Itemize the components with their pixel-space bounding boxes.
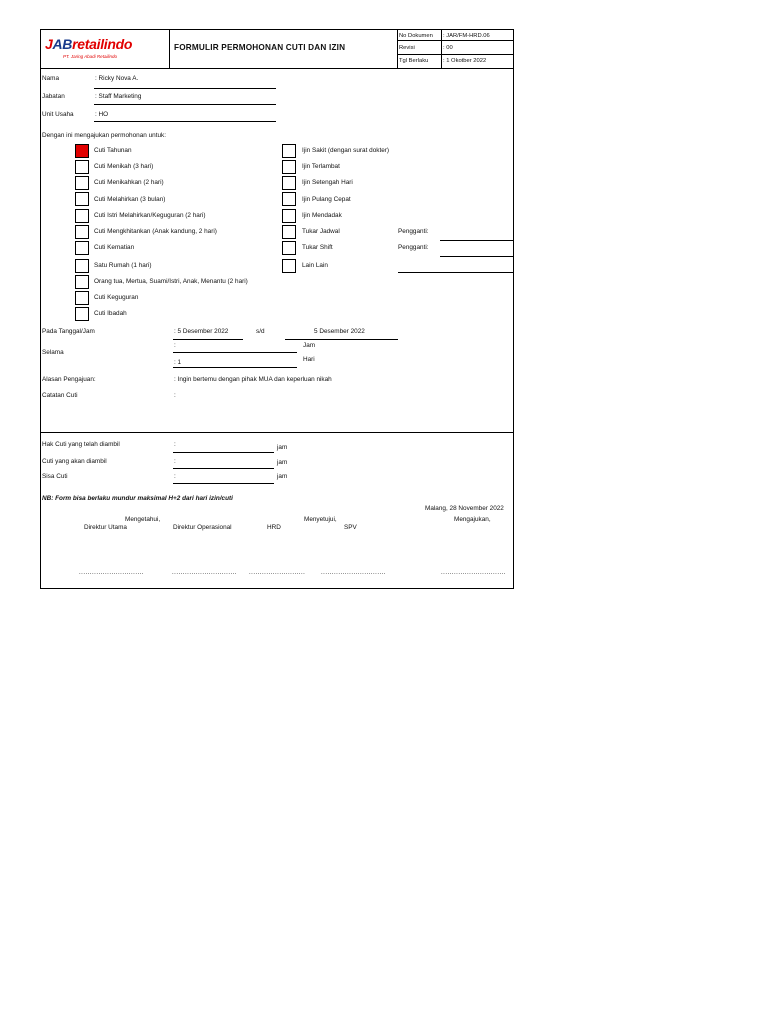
pengganti-underline[interactable] bbox=[440, 256, 514, 257]
name-underline bbox=[94, 88, 276, 89]
option-label: Cuti Kematian bbox=[94, 244, 135, 251]
name-label: Nama bbox=[42, 75, 60, 82]
position-label: Jabatan bbox=[42, 93, 65, 100]
quota-underline bbox=[173, 452, 274, 453]
duration-label: Selama bbox=[42, 349, 64, 356]
pengganti-label: Pengganti: bbox=[398, 244, 429, 251]
pengganti-label: Pengganti: bbox=[398, 228, 429, 235]
signature-line: .......................... bbox=[249, 570, 306, 576]
duration-days-underline bbox=[173, 367, 297, 368]
checkbox-cuti-keguguran[interactable] bbox=[75, 291, 89, 305]
role-direktur-operasional: Direktur Operasional bbox=[173, 524, 232, 531]
option-label: Cuti Mengkhitankan (Anak kandung, 2 hari) bbox=[94, 228, 217, 235]
option-label: Cuti Menikah (3 hari) bbox=[94, 163, 154, 170]
quota-label: Hak Cuti yang telah diambil bbox=[42, 441, 120, 448]
checkbox-ijin-mendadak[interactable] bbox=[282, 209, 296, 223]
option-label: Cuti Keguguran bbox=[94, 294, 139, 301]
form-note: NB: Form bisa berlaku mundur maksimal H+2 dari hari izin/cuti bbox=[42, 495, 233, 502]
notes-bottom-border bbox=[41, 432, 514, 433]
quota-unit: jam bbox=[277, 444, 288, 451]
checkbox-cuti-kematian[interactable] bbox=[75, 241, 89, 255]
quota-unit: jam bbox=[277, 459, 288, 466]
request-intro: Dengan ini mengajukan permohonan untuk: bbox=[42, 132, 166, 139]
option-label: Cuti Istri Melahirkan/Keguguran (2 hari) bbox=[94, 212, 206, 219]
quota-label: Cuti yang akan diambil bbox=[42, 458, 107, 465]
doc-info-col-line bbox=[441, 30, 442, 68]
submitted-label: Mengajukan, bbox=[454, 516, 491, 523]
approved-label: Menyetujui, bbox=[304, 516, 337, 523]
effective-date-value: : 1 Okotber 2022 bbox=[443, 58, 487, 64]
revision-value: : 00 bbox=[443, 45, 453, 51]
checkbox-tukar-shift[interactable] bbox=[282, 241, 296, 255]
quota-value[interactable]: : bbox=[174, 473, 176, 480]
checkbox-cuti-menikah[interactable] bbox=[75, 160, 89, 174]
business-unit-label: Unit Usaha bbox=[42, 111, 74, 118]
signature-line: .............................. bbox=[441, 570, 507, 576]
business-unit-underline bbox=[94, 121, 276, 122]
acknowledged-label: Mengetahui, bbox=[125, 516, 161, 523]
checkbox-lain-lain[interactable] bbox=[282, 259, 296, 273]
form-title: FORMULIR PERMOHONAN CUTI DAN IZIN bbox=[174, 43, 346, 52]
quota-unit: jam bbox=[277, 473, 288, 480]
date-to-underline bbox=[285, 339, 398, 340]
checkbox-tukar-jadwal[interactable] bbox=[282, 225, 296, 239]
pengganti-underline[interactable] bbox=[440, 240, 514, 241]
quota-value[interactable]: : bbox=[174, 458, 176, 465]
option-label: Ijin Pulang Cepat bbox=[302, 196, 351, 203]
place-date: Malang, 28 November 2022 bbox=[425, 505, 504, 512]
date-to-value[interactable]: 5 Desember 2022 bbox=[314, 328, 365, 335]
checkbox-cuti-menikahkan[interactable] bbox=[75, 176, 89, 190]
header-divider bbox=[397, 30, 398, 68]
option-label: Cuti Menikahkan (2 hari) bbox=[94, 179, 164, 186]
effective-date-label: Tgl Berlaku bbox=[399, 58, 429, 64]
role-direktur-utama: Direktur Utama bbox=[84, 524, 127, 531]
checkbox-cuti-ibadah[interactable] bbox=[75, 307, 89, 321]
position-value[interactable]: : Staff Marketing bbox=[95, 93, 142, 100]
doc-number-label: No Dokumen bbox=[399, 33, 433, 39]
header-bottom-border bbox=[41, 68, 514, 69]
date-from-underline bbox=[173, 339, 243, 340]
leave-request-form bbox=[40, 29, 514, 589]
signature-line: .............................. bbox=[172, 570, 238, 576]
signature-line: .............................. bbox=[321, 570, 387, 576]
option-label: Cuti Tahunan bbox=[94, 147, 132, 154]
checkbox-cuti-istri-melahirkan[interactable] bbox=[75, 209, 89, 223]
date-from-value[interactable]: : 5 Desember 2022 bbox=[174, 328, 229, 335]
date-label: Pada Tanggal/Jam bbox=[42, 328, 95, 335]
name-value[interactable]: : Ricky Nova A. bbox=[95, 75, 139, 82]
notes-label: Catatan Cuti bbox=[42, 392, 78, 399]
notes-value[interactable]: : bbox=[174, 392, 176, 399]
position-underline bbox=[94, 104, 276, 105]
doc-info-row-line bbox=[397, 40, 514, 41]
option-label: Ijin Terlambat bbox=[302, 163, 340, 170]
signature-line: .............................. bbox=[79, 570, 145, 576]
duration-hours-unit: Jam bbox=[303, 342, 316, 349]
duration-hours-underline bbox=[173, 352, 297, 353]
company-logo: JABretailindo bbox=[45, 36, 133, 52]
option-label: Cuti Melahirkan (3 bulan) bbox=[94, 196, 166, 203]
option-label: Ijin Setengah Hari bbox=[302, 179, 353, 186]
reason-value[interactable]: : Ingin bertemu dengan pihak MUA dan keperluan nikah bbox=[174, 376, 332, 383]
business-unit-value[interactable]: : HO bbox=[95, 111, 109, 118]
company-name: PT. Jaring Abadi Retailindo bbox=[63, 54, 117, 59]
reason-label: Alasan Pengajuan: bbox=[42, 376, 96, 383]
checkbox-cuti-mengkhitankan[interactable] bbox=[75, 225, 89, 239]
option-label: Ijin Sakit (dengan surat dokter) bbox=[302, 147, 390, 154]
revision-label: Revisi bbox=[399, 45, 415, 51]
role-hrd: HRD bbox=[267, 524, 281, 531]
doc-info-row-line bbox=[397, 54, 514, 55]
option-label: Tukar Shift bbox=[302, 244, 333, 251]
quota-underline bbox=[173, 468, 274, 469]
checkbox-ijin-sakit[interactable] bbox=[282, 144, 296, 158]
quota-label: Sisa Cuti bbox=[42, 473, 68, 480]
checkbox-ijin-terlambat[interactable] bbox=[282, 160, 296, 174]
option-label: Orang tua, Mertua, Suami/Istri, Anak, Menantu (2 hari) bbox=[94, 278, 248, 285]
quota-underline bbox=[173, 483, 274, 484]
duration-days-value[interactable]: : 1 bbox=[174, 359, 182, 366]
option-label: Cuti Ibadah bbox=[94, 310, 127, 317]
checkbox-satu-rumah[interactable] bbox=[75, 259, 89, 273]
doc-number-value: : JAR/FM-HRD.06 bbox=[443, 33, 490, 39]
duration-days-unit: Hari bbox=[303, 356, 315, 363]
role-spv: SPV bbox=[344, 524, 357, 531]
checkbox-ijin-setengah-hari[interactable] bbox=[282, 176, 296, 190]
option-label: Tukar Jadwal bbox=[302, 228, 340, 235]
checkbox-orang-tua[interactable] bbox=[75, 275, 89, 289]
lain-lain-underline[interactable] bbox=[398, 272, 514, 273]
date-separator: s/d bbox=[256, 328, 265, 335]
quota-value[interactable]: : bbox=[174, 441, 176, 448]
option-label: Ijin Mendadak bbox=[302, 212, 342, 219]
checkbox-ijin-pulang-cepat[interactable] bbox=[282, 192, 296, 206]
duration-hours-value[interactable]: : bbox=[174, 342, 176, 349]
header-divider bbox=[169, 30, 170, 68]
option-label: Lain Lain bbox=[302, 262, 328, 269]
checkbox-cuti-tahunan[interactable] bbox=[75, 144, 89, 158]
option-label: Satu Rumah (1 hari) bbox=[94, 262, 152, 269]
checkbox-cuti-melahirkan[interactable] bbox=[75, 192, 89, 206]
